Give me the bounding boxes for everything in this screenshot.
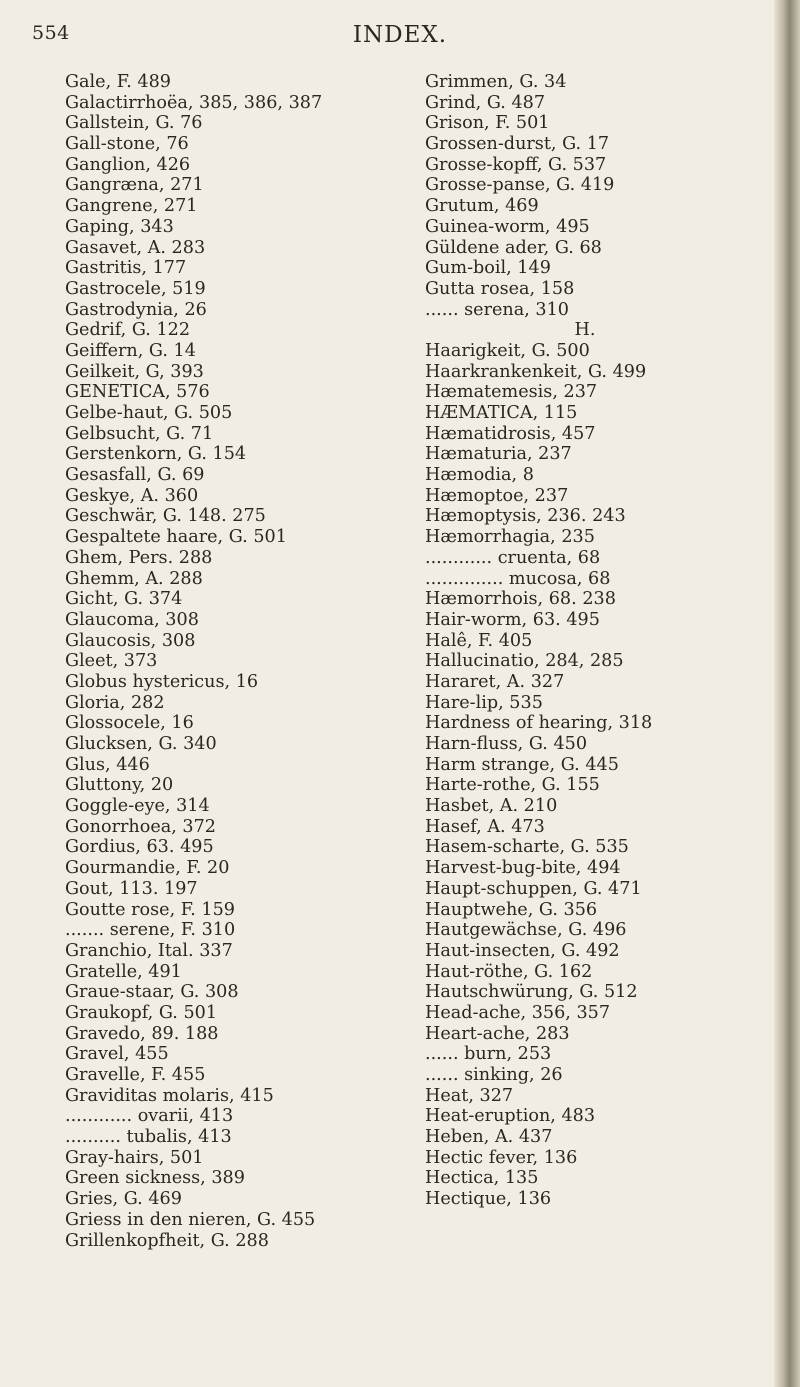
index-entry: Ghem, Pers. 288 xyxy=(65,547,213,568)
index-entry: Grimmen, G. 34 xyxy=(425,72,567,92)
index-entry: Grutum, 469 xyxy=(425,196,539,217)
index-entry: Gicht, G. 374 xyxy=(65,589,183,610)
index-entry: Harte-rothe, G. 155 xyxy=(425,775,600,796)
index-entry: Hæmorrhois, 68. 238 xyxy=(425,589,616,610)
index-entry: Goutte rose, F. 159 xyxy=(65,899,235,920)
index-entry: Hararet, A. 327 xyxy=(425,671,565,692)
index-entry: Geilkeit, G, 393 xyxy=(65,361,204,382)
index-entry: Green sickness, 389 xyxy=(65,1168,245,1189)
index-entry: Gelbsucht, G. 71 xyxy=(65,423,214,444)
index-entry: Gout, 113. 197 xyxy=(65,878,198,899)
index-entry: ....... serene, F. 310 xyxy=(65,920,236,941)
index-entry: Gastrocele, 519 xyxy=(65,278,206,299)
index-entry: Glossocele, 16 xyxy=(65,713,194,734)
index-entry: Hæmoptoe, 237 xyxy=(425,485,569,506)
index-entry: Gedrif, G. 122 xyxy=(65,320,191,341)
index-entry: .............. mucosa, 68 xyxy=(425,568,611,589)
index-entry: Glaucoma, 308 xyxy=(65,609,199,630)
index-entry: Hautgewächse, G. 496 xyxy=(425,920,627,941)
index-entry: Galactirrhoëa, 385, 386, 387 xyxy=(65,92,323,113)
index-entry: Graukopf, G. 501 xyxy=(65,1002,218,1023)
index-entry: Gloria, 282 xyxy=(65,692,165,713)
index-entry: Gravedo, 89. 188 xyxy=(65,1023,219,1044)
index-entry: Gesasfall, G. 69 xyxy=(65,465,205,486)
index-entry: Hectic fever, 136 xyxy=(425,1147,578,1168)
index-entry: Gallstein, G. 76 xyxy=(65,113,203,134)
index-entry: Hare-lip, 535 xyxy=(425,692,543,713)
index-entry: Grillenkopfheit, G. 288 xyxy=(65,1230,269,1251)
index-entry: Goggle-eye, 314 xyxy=(65,796,210,817)
index-entry: Gum-boil, 149 xyxy=(425,258,551,279)
index-entry: Gratelle, 491 xyxy=(65,961,182,982)
index-entry: Heben, A. 437 xyxy=(425,1127,553,1148)
index-entry: Gelbe-haut, G. 505 xyxy=(65,403,233,423)
index-entry: Hæmaturia, 237 xyxy=(425,444,572,465)
index-entry: Güldene ader, G. 68 xyxy=(425,237,602,258)
index-entry: Gourmandie, F. 20 xyxy=(65,858,230,879)
index-entry: Haarigkeit, G. 500 xyxy=(425,340,590,361)
index-entry: Grind, G. 487 xyxy=(425,92,546,113)
index-entry: Gravelle, F. 455 xyxy=(65,1065,206,1085)
index-entry: HÆMATICA, 115 xyxy=(425,403,578,423)
index-entry: Hectica, 135 xyxy=(425,1168,539,1189)
index-entry: ............ ovarii, 413 xyxy=(65,1106,234,1127)
index-entry: Gerstenkorn, G. 154 xyxy=(65,444,247,465)
index-entry: ............ cruenta, 68 xyxy=(425,547,601,568)
index-entry: Guinea-worm, 495 xyxy=(425,216,590,237)
index-entry: Ghemm, A. 288 xyxy=(65,568,203,589)
index-entry: Haupt-schuppen, G. 471 xyxy=(425,878,642,899)
index-entry: Gangræna, 271 xyxy=(65,175,204,196)
index-entry: Gasavet, A. 283 xyxy=(65,237,206,258)
index-entry: Heat, 327 xyxy=(425,1085,514,1106)
index-column-left xyxy=(65,72,425,1251)
index-entry: Heat-eruption, 483 xyxy=(425,1106,596,1127)
index-entry: Haut-röthe, G. 162 xyxy=(425,961,593,982)
index-entry: ...... serena, 310 xyxy=(425,299,569,320)
index-entry: Glaucosis, 308 xyxy=(65,630,196,651)
index-entry: Hæmodia, 8 xyxy=(425,465,534,486)
index-entry: Gutta rosea, 158 xyxy=(425,278,575,299)
index-entry: Hautschwürung, G. 512 xyxy=(425,982,638,1003)
section-heading: H. xyxy=(574,320,596,341)
index-column-right xyxy=(425,72,785,1210)
index-entry: Globus hystericus, 16 xyxy=(65,671,259,692)
index-entry: Hæmoptysis, 236. 243 xyxy=(425,506,626,527)
index-entry: Hectique, 136 xyxy=(425,1189,552,1210)
index-entry: Gleet, 373 xyxy=(65,651,158,672)
index-entry: Geiffern, G. 14 xyxy=(65,340,196,361)
index-entry: Harn-fluss, G. 450 xyxy=(425,734,588,754)
index-entry: ...... sinking, 26 xyxy=(425,1065,563,1085)
index-entry: Gries, G. 469 xyxy=(65,1189,182,1210)
index-entry: Harvest-bug-bite, 494 xyxy=(425,858,621,879)
index-entry: Glus, 446 xyxy=(65,754,150,775)
index-entry: Hauptwehe, G. 356 xyxy=(425,899,598,920)
index-entry: Gastritis, 177 xyxy=(65,258,187,279)
index-entry: ...... burn, 253 xyxy=(425,1044,552,1065)
index-entry: Gravel, 455 xyxy=(65,1044,169,1065)
index-entry: Gastrodynia, 26 xyxy=(65,299,207,320)
index-entry: Grosse-panse, G. 419 xyxy=(425,175,615,196)
index-entry: Glucksen, G. 340 xyxy=(65,734,217,754)
index-entry: Gaping, 343 xyxy=(65,216,174,237)
page-title: INDEX. xyxy=(352,22,448,48)
index-entry: Grison, F. 501 xyxy=(425,113,550,134)
index-entry: Hasbet, A. 210 xyxy=(425,796,558,817)
index-entry: Harm strange, G. 445 xyxy=(425,754,619,775)
index-entry: Gonorrhoea, 372 xyxy=(65,816,216,837)
index-entry: Head-ache, 356, 357 xyxy=(425,1002,611,1023)
index-entry: Hæmatidrosis, 457 xyxy=(425,423,596,444)
index-entry: GENETICA, 576 xyxy=(65,382,210,403)
index-entry: Graue-staar, G. 308 xyxy=(65,982,239,1003)
index-entry: .......... tubalis, 413 xyxy=(65,1127,232,1148)
index-entry: Gangrene, 271 xyxy=(65,196,198,217)
index-entry: Hasef, A. 473 xyxy=(425,816,545,837)
index-entry: Heart-ache, 283 xyxy=(425,1023,570,1044)
index-entry: Hardness of hearing, 318 xyxy=(425,713,653,734)
index-entry: Gordius, 63. 495 xyxy=(65,837,214,858)
index-entry: Hallucinatio, 284, 285 xyxy=(425,651,624,672)
index-entry: Griess in den nieren, G. 455 xyxy=(65,1209,316,1230)
index-entry: Gespaltete haare, G. 501 xyxy=(65,527,287,548)
index-entry: Hæmorrhagia, 235 xyxy=(425,527,595,548)
index-entry: Hair-worm, 63. 495 xyxy=(425,609,600,630)
index-entry: Halê, F. 405 xyxy=(425,630,533,651)
index-entry: Hæmatemesis, 237 xyxy=(425,382,598,403)
index-entry: Ganglion, 426 xyxy=(65,154,191,175)
index-entry: Gale, F. 489 xyxy=(65,72,171,92)
index-entry: Geschwär, G. 148. 275 xyxy=(65,506,266,527)
index-entry: Grossen-durst, G. 17 xyxy=(425,134,610,155)
page-number: 554 xyxy=(32,22,70,44)
index-entry: Grosse-kopff, G. 537 xyxy=(425,154,607,175)
index-entry: Gray-hairs, 501 xyxy=(65,1147,204,1168)
index-entry: Gluttony, 20 xyxy=(65,775,174,796)
index-entry: Geskye, A. 360 xyxy=(65,485,199,506)
index-entry: Granchio, Ital. 337 xyxy=(65,940,233,961)
index-entry: Graviditas molaris, 415 xyxy=(65,1085,274,1106)
index-entry: Hasem-scharte, G. 535 xyxy=(425,837,629,858)
index-entry: Haut-insecten, G. 492 xyxy=(425,940,620,961)
index-entry: Gall-stone, 76 xyxy=(65,134,189,155)
index-entry: Haarkrankenkeit, G. 499 xyxy=(425,361,647,382)
